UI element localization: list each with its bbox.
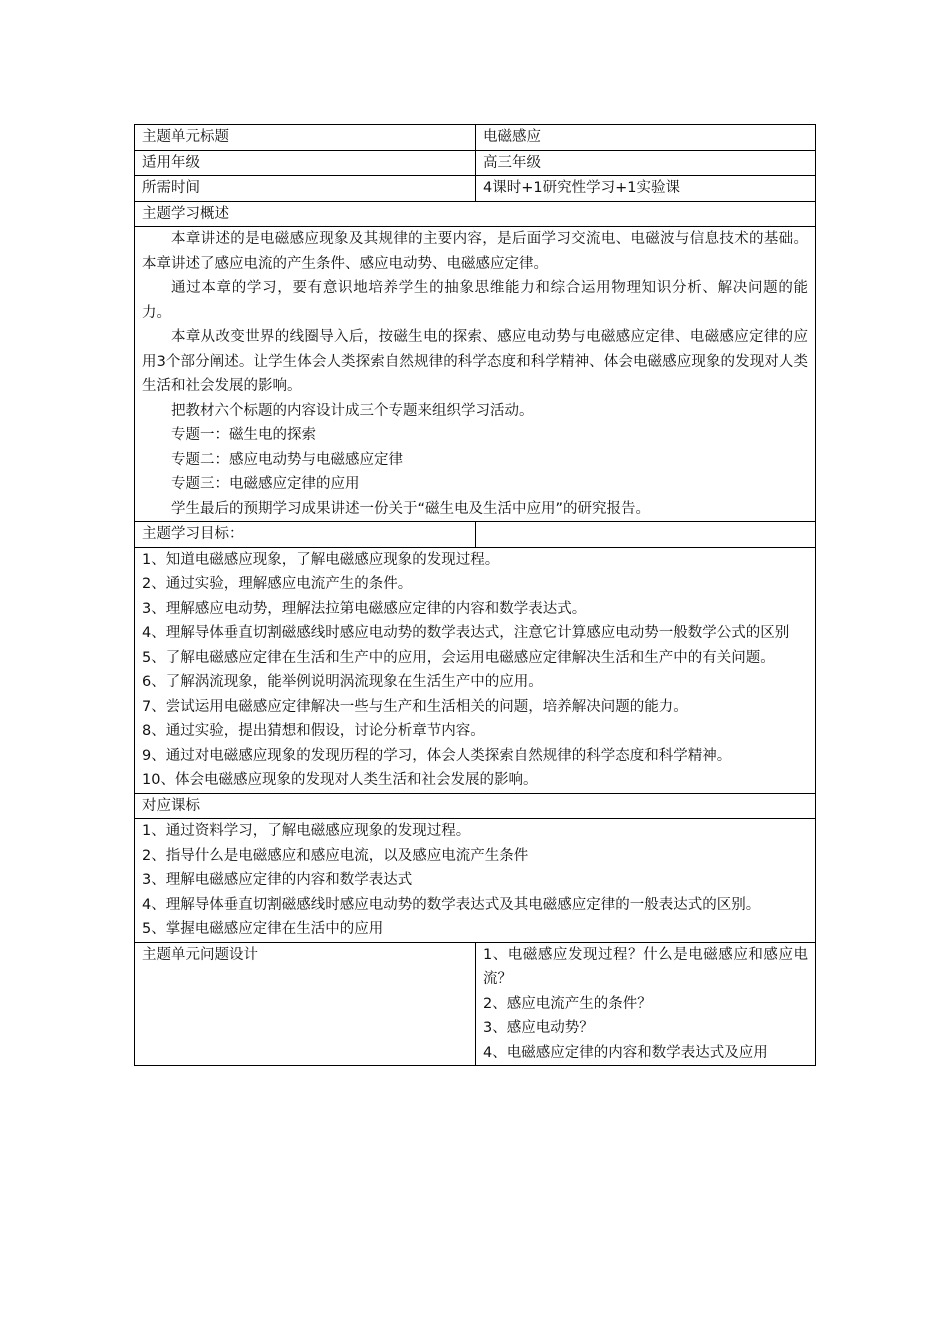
goal-item: 8、通过实验，提出猜想和假设，讨论分析章节内容。: [142, 723, 485, 739]
goal-item: 10、体会电磁感应现象的发现对人类生活和社会发展的影响。: [142, 772, 538, 788]
goal-item: 2、通过实验，理解感应电流产生的条件。: [142, 576, 413, 592]
goals-content-row: [135, 547, 816, 793]
question-item: 2、感应电流产生的条件？: [483, 995, 652, 1012]
questions-content: [476, 942, 816, 1066]
goal-item: 5、了解电磁感应定律在生活和生产中的应用，会运用电磁感应定律解决生活和生产中的有关问题。: [142, 649, 775, 666]
grade-value: 高三年级: [476, 150, 816, 176]
standard-item: 1、通过资料学习，了解电磁感应现象的发现过程。: [142, 823, 471, 839]
topic-three: 专题三：电磁感应定律的应用: [171, 476, 360, 492]
unit-title-value: 电磁感应: [476, 125, 816, 151]
goals-header-row: [135, 522, 816, 548]
standard-item: 4、理解导体垂直切割磁感线时感应电动势的数学表达式及其电磁感应定律的一般表达式的区别。: [142, 896, 761, 913]
overview-label: 主题学习概述: [135, 201, 816, 227]
grade-row: [135, 150, 816, 176]
standard-item: 3、理解电磁感应定律的内容和数学表达式: [142, 872, 413, 888]
overview-content: [135, 227, 816, 522]
time-value: 4课时+1研究性学习+1实验课: [476, 176, 816, 202]
overview-paragraph: 通过本章的学习，要有意识地培养学生的抽象思维能力和综合运用物理知识分析、解决问题的能力。: [142, 280, 808, 321]
question-item: 1、电磁感应发现过程？什么是电磁感应和感应电流？: [483, 946, 808, 987]
standard-item: 5、掌握电磁感应定律在生活中的应用: [142, 921, 384, 937]
goals-empty-cell: [476, 522, 816, 548]
unit-title-row: [135, 125, 816, 151]
standards-content-row: [135, 819, 816, 943]
unit-title-label: 主题单元标题: [135, 125, 476, 151]
standards-label: 对应课标: [135, 793, 816, 819]
goal-item: 3、理解感应电动势，理解法拉第电磁感应定律的内容和数学表达式。: [142, 600, 587, 617]
goal-item: 6、了解涡流现象，能举例说明涡流现象在生活生产中的应用。: [142, 674, 543, 690]
standard-item: 2、指导什么是电磁感应和感应电流，以及感应电流产生条件: [142, 847, 529, 864]
goal-item: 4、理解导体垂直切割磁感线时感应电动势的数学表达式，注意它计算感应电动势一般数学公式的区别: [142, 625, 790, 641]
overview-content-row: [135, 227, 816, 522]
goals-content: [135, 547, 816, 793]
topic-two: 专题二：感应电动势与电磁感应定律: [171, 451, 403, 468]
goal-item: 7、尝试运用电磁感应定律解决一些与生产和生活相关的问题，培养解决问题的能力。: [142, 698, 688, 715]
time-label: 所需时间: [135, 176, 476, 202]
question-item: 3、感应电动势？: [483, 1020, 594, 1036]
overview-paragraph: 本章从改变世界的线圈导入后，按磁生电的探索、感应电动势与电磁感应定律、电磁感应定律的应用3个部分阐述。让学生体会人类探索自然规律的科学态度和科学精神、体会电磁感应现象的发现对人类生活和社会发展的影响。: [142, 329, 808, 394]
unit-design-table: [134, 124, 816, 1066]
overview-paragraph: 本章讲述的是电磁感应现象及其规律的主要内容，是后面学习交流电、电磁波与信息技术的基础。本章讲述了感应电流的产生条件、感应电动势、电磁感应定律。: [142, 231, 808, 272]
time-row: [135, 176, 816, 202]
standards-header-row: [135, 793, 816, 819]
grade-label: 适用年级: [135, 150, 476, 176]
goal-item: 1、知道电磁感应现象，了解电磁感应现象的发现过程。: [142, 551, 500, 568]
goal-item: 9、通过对电磁感应现象的发现历程的学习，体会人类探索自然规律的科学态度和科学精神。: [142, 747, 732, 764]
overview-paragraph: 把教材六个标题的内容设计成三个专题来组织学习活动。: [171, 402, 534, 419]
topic-one: 专题一：磁生电的探索: [171, 427, 316, 443]
overview-paragraph: 学生最后的预期学习成果讲述一份关于“磁生电及生活中应用”的研究报告。: [171, 500, 651, 517]
goals-label: 主题学习目标：: [135, 522, 476, 548]
questions-row: [135, 942, 816, 1066]
questions-label: 主题单元问题设计: [135, 942, 476, 1066]
overview-header-row: [135, 201, 816, 227]
standards-content: [135, 819, 816, 943]
question-item: 4、电磁感应定律的内容和数学表达式及应用: [483, 1044, 768, 1061]
